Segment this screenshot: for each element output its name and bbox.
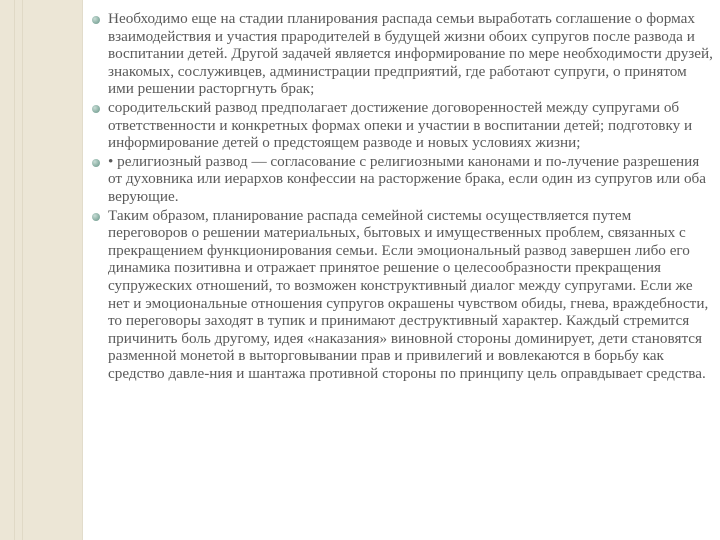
strip-line — [14, 0, 15, 540]
bullet-text: • религиозный развод — согласование с религиозными канонами и по-лучение разрешения от духовника или иерархов конфессии на расторжение брака, если один из супругов или оба верующие. — [108, 152, 707, 205]
bullet-item — [92, 207, 714, 383]
bullet-text: Таким образом, планирование распада семейной системы осуществляется путем переговоров о решении материальных, бытовых и имущественных проблем, связанных с прекращением функционирования семьи. Если эмоциональный развод завершен либо его динамика позитивна и отражает принятое решение о целесообразности прекращения супружеских отношений, то возможен конструктивный диалог между супругами. Если же нет и эмоциональные отношения супругов окрашены чувством обиды, гнева, враждебности, то переговоры заходят в тупик и принимают деструктивный характер. Каждый стремится причинить боль другому, идея «наказания» виновной стороны доминирует, дети становятся разменной монетой в выторговывании прав и привилегий и вовлекаются в борьбу как средство давле-ния и шантажа противной стороны по принципу цель оправдывает средства. — [108, 206, 709, 382]
bullet-list — [92, 10, 714, 382]
slide-content — [92, 10, 714, 535]
decorative-side-strip — [0, 0, 83, 540]
bullet-dot-icon — [92, 159, 100, 167]
bullet-item — [92, 99, 714, 152]
bullet-text: Необходимо еще на стадии планирования распада семьи выработать соглашение о формах взаимодействия и участия прародителей в будущей жизни обоих супругов после развода и воспитании детей. Другой задачей является информирование по мере необходимости друзей, знакомых, сослуживцев, администрации предприятий, где работают супруги, о принятом ими решении расторгнуть брак; — [108, 10, 713, 98]
bullet-item — [92, 153, 714, 206]
bullet-dot-icon — [92, 16, 100, 24]
bullet-dot-icon — [92, 213, 100, 221]
strip-line — [22, 0, 23, 540]
bullet-item — [92, 10, 714, 98]
bullet-dot-icon — [92, 105, 100, 113]
bullet-text: сородительский развод предполагает достижение договоренностей между супругами об ответственности и конкретных формах опеки и участии в воспитании детей; подготовку и информирование детей о предстоящем разводе и новых условиях жизни; — [108, 98, 693, 152]
